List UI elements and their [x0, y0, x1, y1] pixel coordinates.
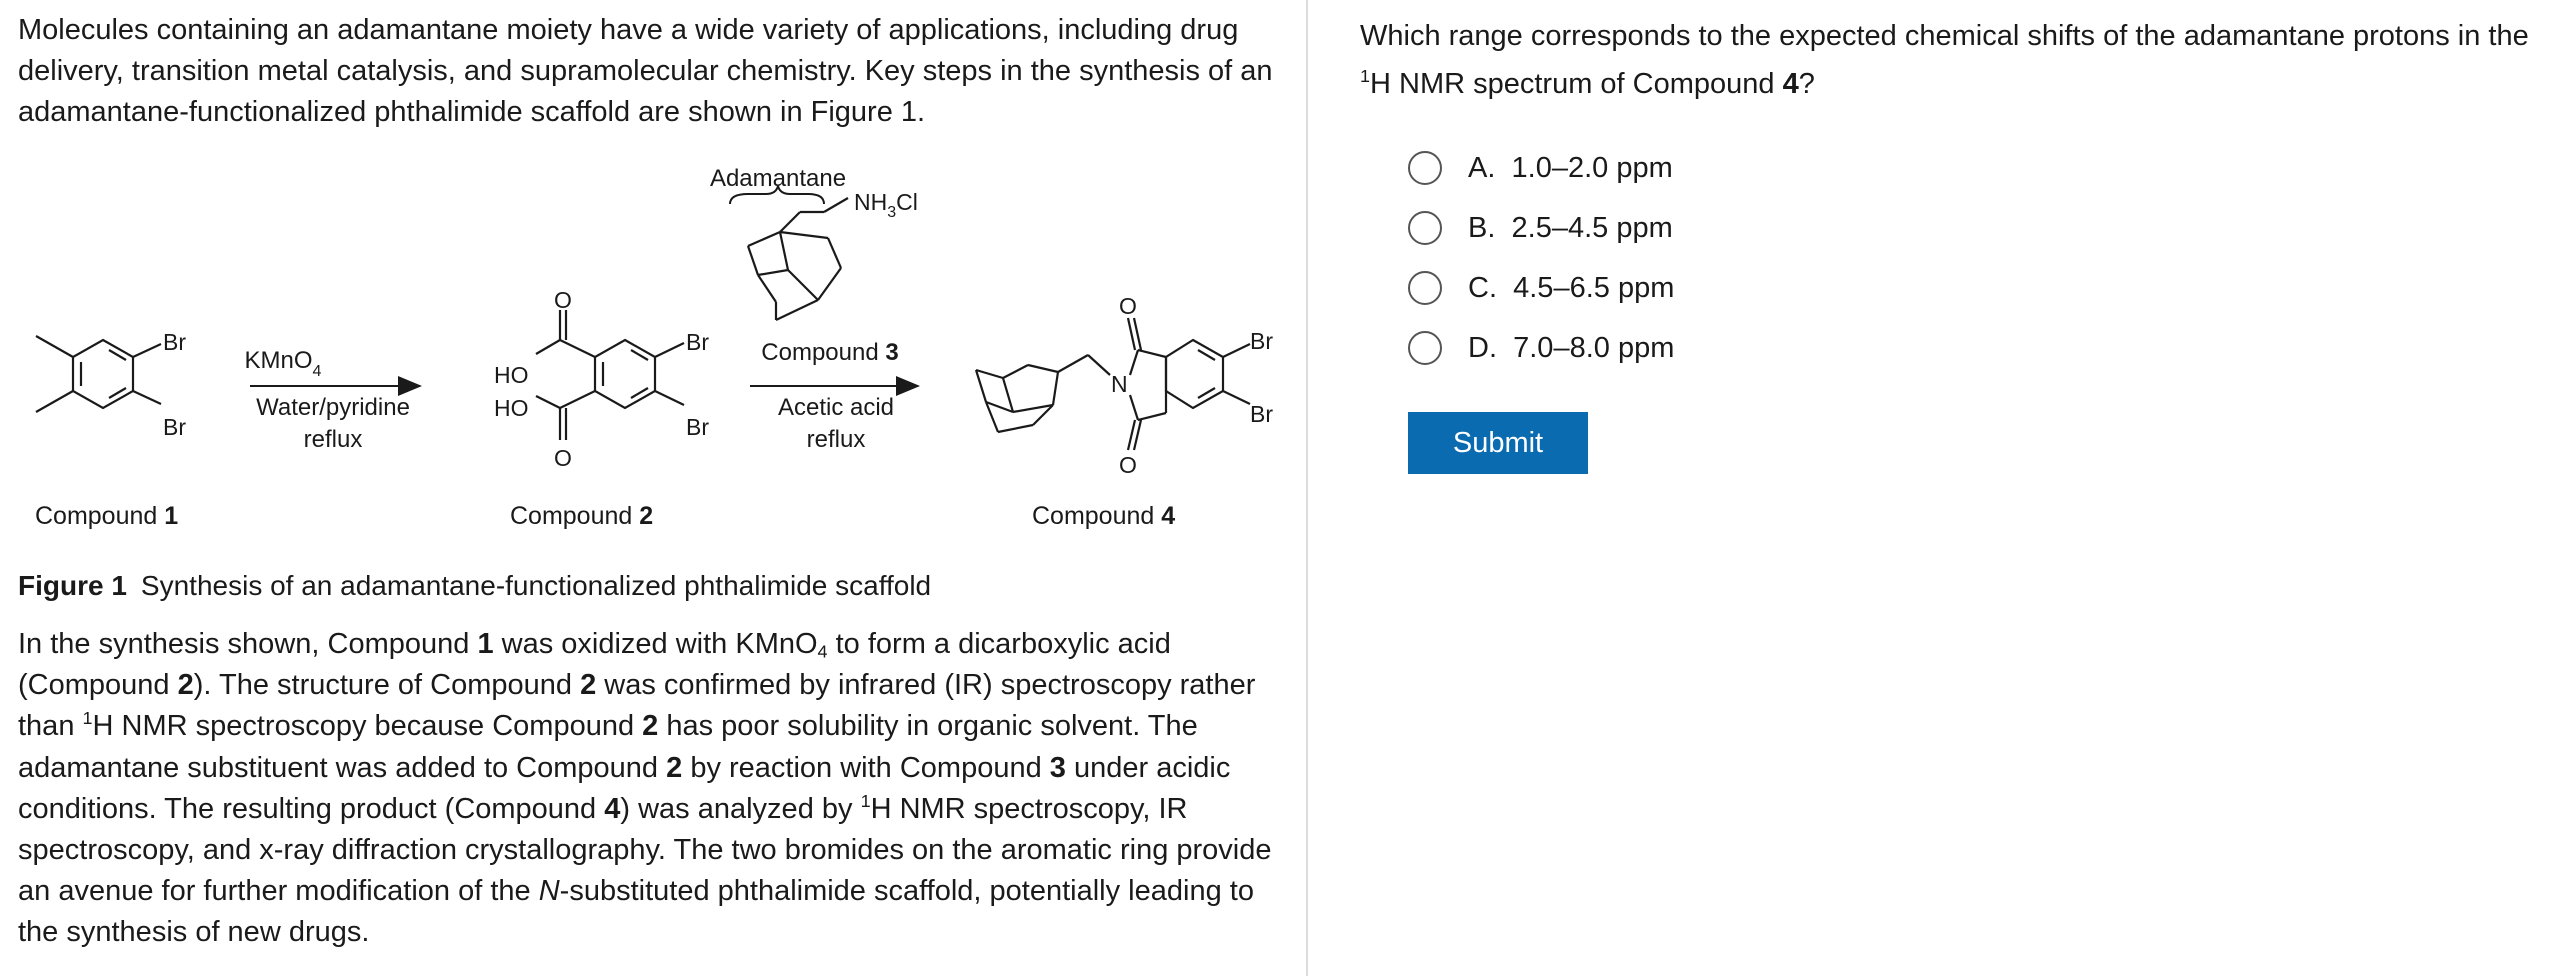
compound-2-ho-bottom: HO: [494, 395, 529, 421]
compound-1-br-top: Br: [163, 329, 186, 355]
reagent-1-top: KMnO$_4$: [244, 347, 322, 380]
compound-4-oxygen-top: O: [1119, 293, 1137, 319]
reagent-2-top: Compound 3: [761, 339, 899, 366]
compound-1-label: Compound 1: [35, 502, 179, 530]
figure-caption-text: Synthesis of an adamantane-functionalized phthalimide scaffold: [140, 570, 932, 601]
compound-2-br-top: Br: [686, 329, 709, 355]
compound-2-ho-top: HO: [494, 362, 529, 388]
option-a-label[interactable]: A. 1.0–2.0 ppm: [1468, 151, 1673, 184]
option-b-label[interactable]: B. 2.5–4.5 ppm: [1468, 211, 1673, 244]
reagent-2-condition: reflux: [806, 426, 866, 453]
compound-2-br-bottom: Br: [686, 414, 709, 440]
option-c[interactable]: [1408, 258, 1674, 318]
body-paragraph: In the synthesis shown, Compound 1 was oxidized with KMnO$_4$ to form a dicarboxylic acid (Compound 2). The structure of Compound 2 was confirmed by infrared (IR) spectroscopy rather than $^1$H NMR spectroscopy because Compound 2 has poor solubility in organic solvent. The adamantane substituent was added to Compound 2 by reaction with Compound 3 under acidic conditions. The resulting product (Compound 4) was analyzed by $^1$H NMR spectroscopy, IR spectroscopy, and x-ray diffraction crystallography. The two bromides on the aromatic ring provide an avenue for further modification of the N-substituted phthalimide scaffold, potentially leading to the synthesis of new drugs.: [18, 628, 1272, 949]
option-c-label[interactable]: C. 4.5–6.5 ppm: [1468, 271, 1675, 304]
compound-2-structure: [536, 310, 684, 440]
compound-3-structure: [748, 198, 848, 320]
option-d-radio[interactable]: [1408, 331, 1442, 365]
option-c-radio[interactable]: [1408, 271, 1442, 305]
compound-4-br-top: Br: [1250, 328, 1273, 354]
figure-caption: [18, 566, 931, 606]
compound-2-oxygen-top: O: [554, 287, 572, 313]
figure-1: [18, 150, 1293, 550]
option-a[interactable]: [1408, 138, 1674, 198]
panel-divider: [1306, 0, 1308, 976]
adamantane-label: Adamantane: [709, 165, 847, 192]
compound-1-structure: [36, 336, 161, 412]
compound-4-nitrogen: N: [1111, 371, 1128, 397]
option-b-radio[interactable]: [1408, 211, 1442, 245]
answer-options: [1408, 138, 1674, 378]
option-d-label[interactable]: D. 7.0–8.0 ppm: [1468, 331, 1675, 364]
compound-2-label: Compound 2: [510, 502, 654, 530]
compound-1-br-bottom: Br: [163, 414, 186, 440]
reagent-1-condition: reflux: [303, 426, 363, 453]
intro-paragraph: Molecules containing an adamantane moiety have a wide variety of applications, including drug delivery, transition metal catalysis, and supramolecular chemistry. Key steps in the synthesis of an adamantane-functionalized phthalimide scaffold are shown in Figure 1.: [18, 14, 1273, 128]
option-d[interactable]: [1408, 318, 1674, 378]
compound-4-br-bottom: Br: [1250, 401, 1273, 427]
synthesis-scheme: [18, 150, 1293, 550]
figure-caption-label: Figure 1: [18, 570, 127, 601]
option-a-radio[interactable]: [1408, 151, 1442, 185]
question-panel: [1360, 0, 2560, 976]
passage-panel: [18, 0, 1293, 976]
nh3cl-label: $NH_3Cl$: [854, 189, 918, 221]
question-text: Which range corresponds to the expected chemical shifts of the adamantane protons in the $^1$H NMR spectrum of Compound 4?: [1360, 20, 2529, 100]
reagent-1-solvent: Water/pyridine: [256, 394, 410, 421]
option-b[interactable]: [1408, 198, 1674, 258]
compound-4-label: Compound 4: [1032, 502, 1176, 530]
submit-button[interactable]: Submit: [1408, 412, 1588, 474]
reagent-2-solvent: Acetic acid: [777, 394, 895, 421]
compound-2-oxygen-bottom: O: [554, 445, 572, 471]
compound-4-oxygen-bottom: O: [1119, 452, 1137, 478]
